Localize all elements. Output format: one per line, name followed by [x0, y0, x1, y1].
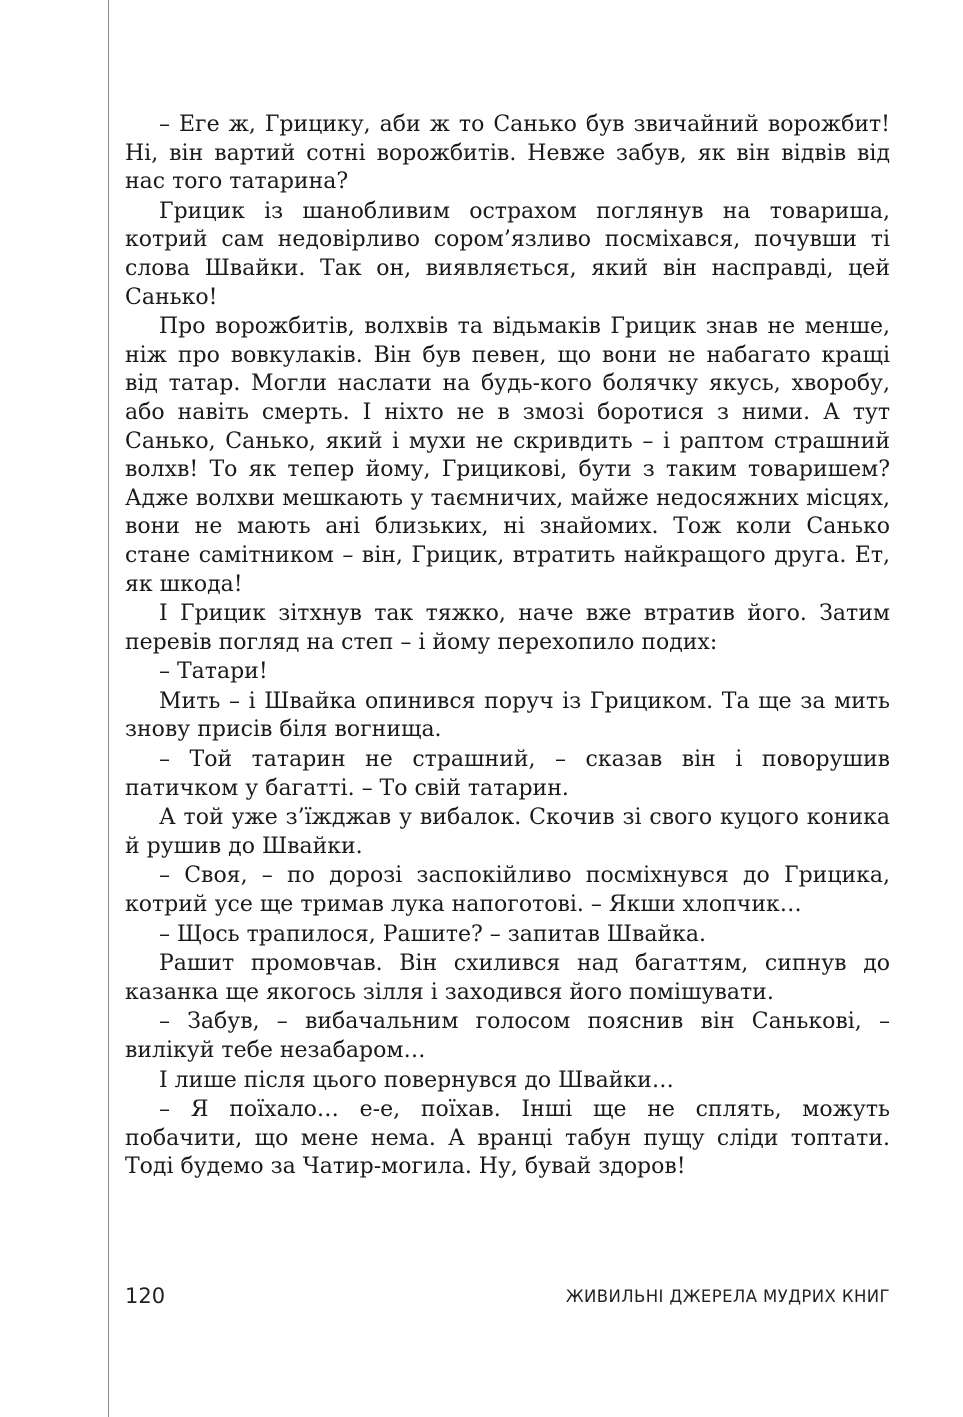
paragraph: – Той татарин не страшний, – сказав він і поворушив патичком у багатті. – То свій татарин.	[125, 747, 890, 801]
paragraph: Рашит промовчав. Він схилився над багаттям, сипнув до казанка ще якогось зілля і заходився його помішувати.	[125, 951, 890, 1005]
page-number: 120	[125, 1284, 166, 1308]
margin-rule	[108, 0, 109, 1417]
paragraph: – Своя, – по дорозі заспокійливо посміхнувся до Грицика, котрий усе ще тримав лука напоготові. – Якши хлопчик…	[125, 863, 890, 918]
paragraph: – Забув, – вибачальним голосом пояснив він Санькові, – вилікуй тебе незабаром…	[125, 1009, 890, 1063]
running-title: ЖИВИЛЬНІ ДЖЕРЕЛА МУДРИХ КНИГ	[565, 1287, 890, 1306]
paragraph: – Я поїхало… е-е, поїхав. Інші ще не сплять, можуть побачити, що мене нема. А вранці табун пущу сліди топтати. Тоді будемо за Чатир-могила. Ну, бувай здоров!	[125, 1097, 890, 1180]
paragraph: – Еге ж, Грицику, аби ж то Санько був звичайний ворожбит! Ні, він вартий сотні ворожбитів. Невже забув, як він відвів від нас того татарина?	[125, 112, 890, 195]
paragraph: І лише після цього повернувся до Швайки…	[159, 1067, 674, 1093]
paragraph: Грицик із шанобливим острахом поглянув на товариша, котрий сам недовірливо сором’язливо посміхався, почувши ті слова Швайки. Так он, виявляється, який він насправді, цей Санько!	[125, 198, 890, 310]
paragraph: – Татари!	[159, 659, 268, 685]
paragraph: Про ворожбитів, волхвів та відьмаків Грицик знав не менше, ніж про вовкулаків. Він був певен, що вони не набагато кращі від татар. Могли наслати на будь-кого болячку якусь, хворобу, або навіть смерть. І ніхто не в змозі боротися з ними. А тут Санько, Санько, який і мухи не скривдить – і раптом страшний волхв! То як тепер йому, Грицикові, бути з таким товаришем? Адже волхви мешкають у таємничих, майже недосяжних місцях, вони не мають ані близьких, ні знайомих. Тож коли Санько стане самітником – він, Грицик, втратить найкращого друга. Ет, як шкода!	[125, 314, 890, 597]
paragraph: А той уже з’їжджав у вибалок. Скочив зі свого куцого коника й рушив до Швайки.	[125, 805, 890, 859]
page-footer	[125, 1284, 890, 1314]
paragraph: Мить – і Швайка опинився поруч із Грициком. Та ще за мить знову присів біля вогнища.	[125, 688, 890, 743]
body-text	[125, 111, 890, 1183]
paragraph: І Грицик зітхнув так тяжко, наче вже втратив його. Затим перевів погляд на степ – і йому перехопило подих:	[125, 601, 890, 655]
paragraph: – Щось трапилося, Рашите? – запитав Швайка.	[159, 921, 706, 947]
